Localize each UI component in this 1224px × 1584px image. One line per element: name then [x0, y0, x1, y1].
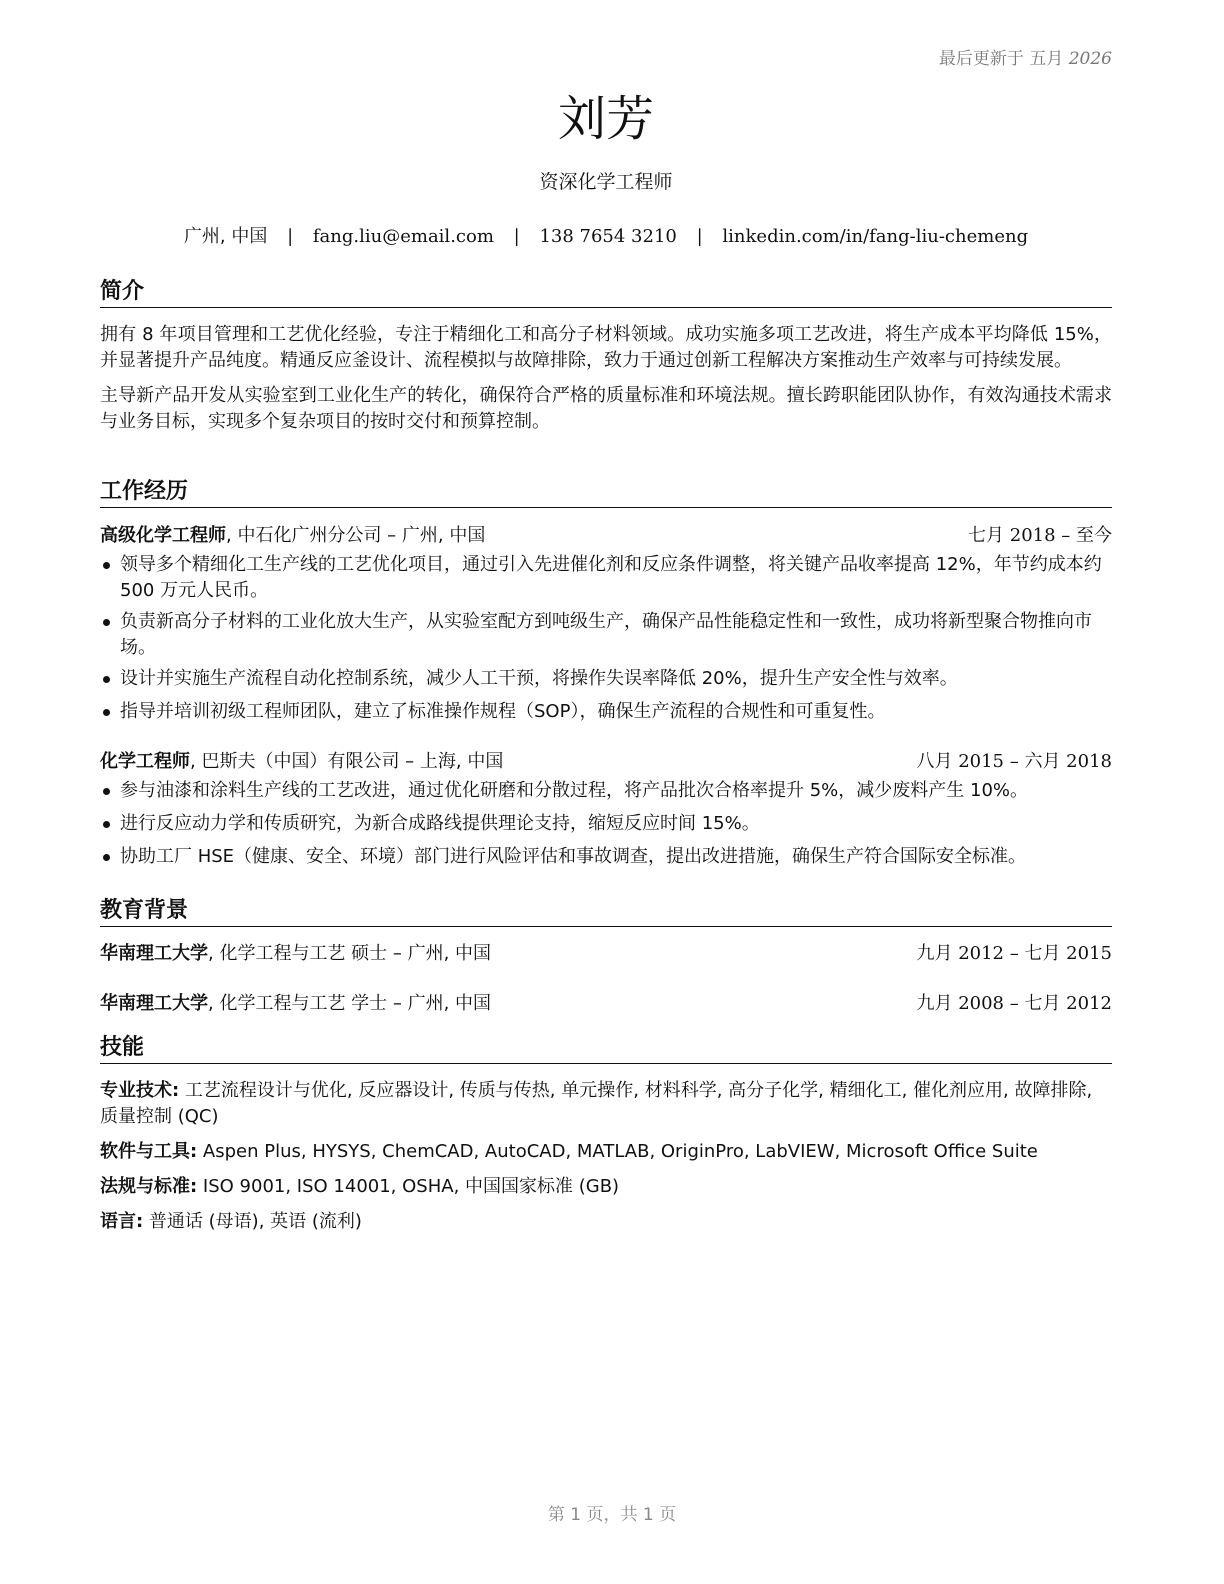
job-role: 高级化学工程师 [100, 525, 226, 546]
last-updated-label: 最后更新于 五月 [938, 49, 1064, 69]
contact-separator: | [287, 226, 294, 247]
job-bullets [100, 778, 1112, 870]
last-updated [939, 44, 1112, 69]
job-bullet: 指导并培训初级工程师团队，建立了标准操作规程（SOP），确保生产流程的合规性和可重复性。 [100, 699, 1112, 725]
education-detail: , 化学工程与工艺 硕士 – 广州, 中国 [208, 943, 492, 964]
skill-label: 软件与工具: [100, 1141, 198, 1162]
skill-label: 法规与标准: [100, 1176, 198, 1197]
education-entry [100, 940, 1112, 968]
job-role: 化学工程师 [100, 751, 190, 772]
education-heading [100, 940, 491, 968]
skill-value: 普通话 (母语), 英语 (流利) [143, 1211, 362, 1232]
skill-value: Aspen Plus, HYSYS, ChemCAD, AutoCAD, MATLAB, OriginPro, LabVIEW, Microsoft Office Suite [197, 1141, 1038, 1162]
job-company: , 巴斯夫（中国）有限公司 – 上海, 中国 [190, 751, 504, 772]
job-entry [100, 748, 1112, 870]
job-heading [100, 522, 485, 550]
summary-paragraph: 主导新产品开发从实验室到工业化生产的转化，确保符合严格的质量标准和环境法规。擅长跨职能团队协作，有效沟通技术需求与业务目标，实现多个复杂项目的按时交付和预算控制。 [100, 385, 1112, 432]
skill-line [100, 1078, 1112, 1130]
contact-phone: 138 7654 3210 [539, 226, 677, 247]
education-school: 华南理工大学 [100, 943, 208, 964]
job-header [100, 522, 1112, 550]
contact-separator: | [513, 226, 520, 247]
skill-line [100, 1209, 1112, 1235]
last-updated-year: 2026 [1068, 49, 1112, 69]
job-bullet: 负责新高分子材料的工业化放大生产，从实验室配方到吨级生产，确保产品性能稳定性和一致性，成功将新型聚合物推向市场。 [100, 609, 1112, 661]
education-dates: 九月 2012 – 七月 2015 [916, 943, 1112, 964]
contact-separator: | [696, 226, 703, 247]
education-dates: 九月 2008 – 七月 2012 [916, 993, 1112, 1014]
summary-section [100, 277, 1112, 435]
job-heading [100, 748, 503, 776]
skill-label: 语言: [100, 1211, 144, 1232]
page-number-footer: 第 1 页，共 1 页 [547, 1505, 677, 1525]
education-detail: , 化学工程与工艺 学士 – 广州, 中国 [208, 993, 492, 1014]
contact-email[interactable]: fang.liu@email.com [312, 226, 494, 247]
skill-value: 工艺流程设计与优化, 反应器设计, 传质与传热, 单元操作, 材料科学, 高分子化学, 精细化工, 催化剂应用, 故障排除, 质量控制 (QC) [100, 1080, 1093, 1127]
skill-value: ISO 9001, ISO 14001, OSHA, 中国国家标准 (GB) [197, 1176, 620, 1197]
experience-section [100, 477, 1112, 870]
section-heading-summary: 简介 [100, 277, 1112, 308]
job-bullet: 进行反应动力学和传质研究，为新合成路线提供理论支持，缩短反应时间 15%。 [100, 811, 1112, 837]
job-dates: 七月 2018 – 至今 [968, 525, 1112, 546]
section-heading-skills: 技能 [100, 1033, 1112, 1064]
candidate-name: 刘芳 [557, 91, 654, 147]
summary-paragraph: 拥有 8 年项目管理和工艺优化经验，专注于精细化工和高分子材料领域。成功实施多项工艺改进，将生产成本平均降低 15%，并显著提升产品纯度。精通反应釜设计、流程模拟与故障排除，致力于通过创新工程解决方案推动生产效率与可持续发展。 [100, 324, 1112, 371]
job-bullet: 协助工厂 HSE（健康、安全、环境）部门进行风险评估和事故调查，提出改进措施，确保生产符合国际安全标准。 [100, 844, 1112, 870]
education-school: 华南理工大学 [100, 993, 208, 1014]
job-header [100, 748, 1112, 776]
education-heading [100, 990, 491, 1018]
job-dates: 八月 2015 – 六月 2018 [916, 751, 1112, 772]
job-bullet: 设计并实施生产流程自动化控制系统，减少人工干预，将操作失误率降低 20%，提升生产安全性与效率。 [100, 666, 1112, 692]
contact-location: 广州, 中国 [183, 226, 268, 247]
section-heading-experience: 工作经历 [100, 477, 1112, 508]
skill-line [100, 1174, 1112, 1200]
job-bullets [100, 552, 1112, 725]
contact-line [100, 222, 1112, 252]
job-entry [100, 522, 1112, 725]
job-bullet: 领导多个精细化工生产线的工艺优化项目，通过引入先进催化剂和反应条件调整，将关键产品收率提高 12%，年节约成本约 500 万元人民币。 [100, 552, 1112, 604]
resume-page [100, 0, 1112, 1584]
job-company: , 中石化广州分公司 – 广州, 中国 [226, 525, 486, 546]
education-section [100, 896, 1112, 1018]
skill-label: 专业技术: [100, 1080, 180, 1101]
contact-linkedin[interactable]: linkedin.com/in/fang-liu-chemeng [722, 226, 1029, 247]
candidate-title: 资深化学工程师 [539, 171, 673, 193]
skill-line [100, 1139, 1112, 1165]
job-bullet: 参与油漆和涂料生产线的工艺改进，通过优化研磨和分散过程，将产品批次合格率提升 5%，减少废料产生 10%。 [100, 778, 1112, 804]
education-entry [100, 990, 1112, 1018]
section-heading-education: 教育背景 [100, 896, 1112, 927]
skills-section [100, 1033, 1112, 1235]
